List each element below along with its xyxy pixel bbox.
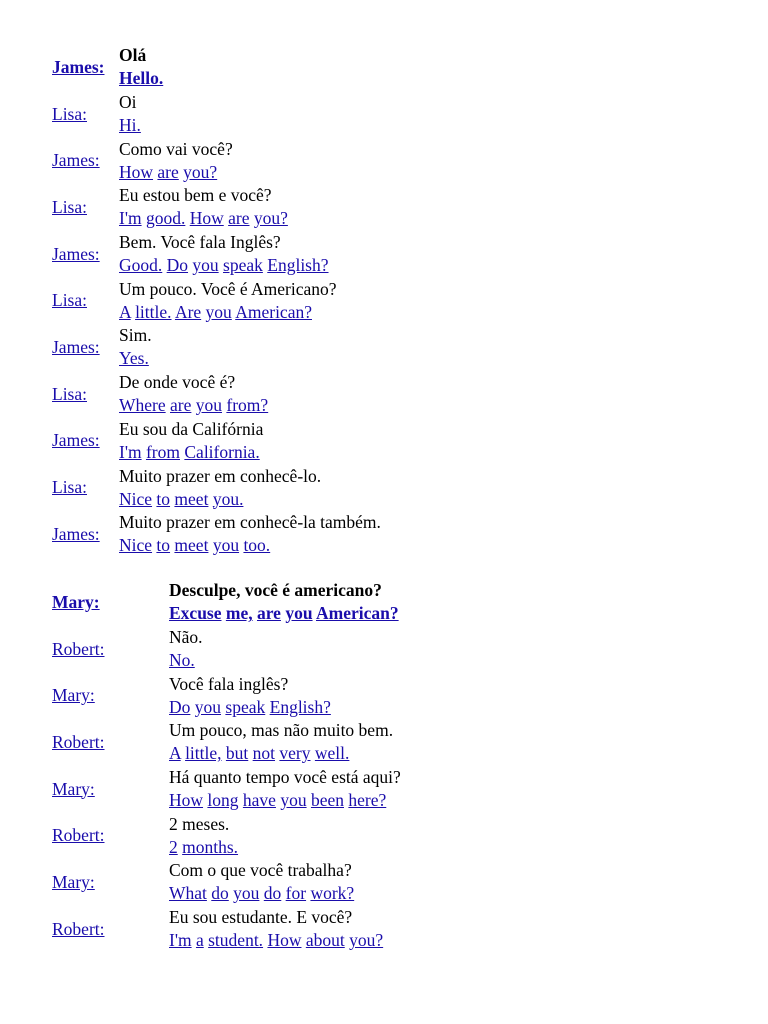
english-translation: [119, 300, 381, 324]
speaker-link[interactable]: Lisa:: [52, 477, 87, 498]
word-link[interactable]: Yes.: [119, 348, 149, 369]
word-link[interactable]: you: [195, 395, 223, 416]
word-link[interactable]: long: [207, 790, 239, 811]
portuguese-text: Oi: [119, 92, 137, 113]
dialogue-mary-robert: [52, 579, 401, 953]
word-link[interactable]: you?: [183, 161, 218, 182]
word-link[interactable]: for: [285, 883, 307, 904]
speaker-cell: [52, 511, 119, 558]
word-link[interactable]: little,: [185, 743, 222, 764]
word-link[interactable]: I'm: [169, 930, 192, 951]
word-link[interactable]: do: [263, 883, 282, 904]
line-text-cell: [169, 626, 401, 673]
word-link[interactable]: I'm: [119, 441, 142, 462]
english-translation: [119, 533, 381, 557]
word-link[interactable]: you?: [349, 930, 384, 951]
word-link[interactable]: speak: [223, 255, 263, 276]
portuguese-text: Muito prazer em conhecê-lo.: [119, 465, 322, 486]
word-link[interactable]: Are: [174, 301, 202, 322]
word-link[interactable]: meet: [174, 488, 209, 509]
dialogue-line: [52, 719, 401, 766]
english-translation: [169, 648, 401, 672]
word-link[interactable]: do: [211, 883, 229, 904]
word-link[interactable]: are: [157, 161, 179, 182]
line-text-cell: [119, 184, 381, 231]
english-translation: [169, 741, 401, 765]
speaker-cell: [52, 464, 119, 511]
word-link[interactable]: months.: [182, 836, 239, 857]
portuguese-text: Desculpe, você é americano?: [169, 580, 382, 601]
dialogue-james-lisa: [52, 44, 381, 558]
line-text-cell: [169, 579, 401, 626]
speaker-cell: [52, 672, 169, 719]
dialogue-line: [52, 672, 401, 719]
dialogue-line: [52, 859, 401, 906]
word-link[interactable]: Do: [169, 696, 191, 717]
portuguese-text: Você fala inglês?: [169, 673, 289, 694]
portuguese-text: Sim.: [119, 325, 152, 346]
word-link[interactable]: from: [145, 441, 180, 462]
word-link[interactable]: American?: [315, 603, 399, 624]
dialogue-line: [52, 277, 381, 324]
speaker-link[interactable]: James:: [52, 336, 100, 357]
portuguese-text: Há quanto tempo você está aqui?: [169, 767, 401, 788]
portuguese-text: Eu sou estudante. E você?: [169, 907, 353, 928]
word-link[interactable]: American?: [235, 301, 312, 322]
speaker-cell: [52, 859, 169, 906]
word-link[interactable]: How: [169, 790, 204, 811]
word-link[interactable]: about: [305, 930, 345, 951]
speaker-cell: [52, 137, 119, 184]
speaker-cell: [52, 579, 169, 626]
speaker-link[interactable]: James:: [52, 56, 105, 77]
line-text-cell: [169, 672, 401, 719]
word-link[interactable]: not: [252, 743, 276, 764]
line-text-cell: [119, 464, 381, 511]
speaker-link[interactable]: Robert:: [52, 918, 105, 939]
line-text-cell: [119, 418, 381, 465]
word-link[interactable]: been: [310, 790, 344, 811]
speaker-link[interactable]: Mary:: [52, 871, 95, 892]
portuguese-text: Um pouco. Você é Americano?: [119, 278, 337, 299]
word-link[interactable]: here?: [348, 790, 387, 811]
speaker-cell: [52, 812, 169, 859]
speaker-link[interactable]: Robert:: [52, 731, 105, 752]
speaker-cell: [52, 231, 119, 278]
line-text-cell: [119, 371, 381, 418]
english-translation: [119, 393, 381, 417]
speaker-cell: [52, 324, 119, 371]
dialogue-line: [52, 91, 381, 138]
dialogue-line: [52, 184, 381, 231]
word-link[interactable]: Do: [166, 255, 189, 276]
word-link[interactable]: have: [242, 790, 276, 811]
word-link[interactable]: work?: [310, 883, 355, 904]
dialogue-line: [52, 626, 401, 673]
word-link[interactable]: English?: [267, 255, 329, 276]
word-link[interactable]: Good.: [119, 255, 163, 276]
portuguese-text: Com o que você trabalha?: [169, 860, 352, 881]
speaker-link[interactable]: Mary:: [52, 778, 95, 799]
word-link[interactable]: you.: [212, 488, 244, 509]
speaker-link[interactable]: Lisa:: [52, 290, 87, 311]
dialogue-body: [52, 579, 401, 953]
english-translation: [169, 695, 401, 719]
speaker-link[interactable]: Lisa:: [52, 196, 87, 217]
speaker-cell: [52, 277, 119, 324]
english-translation: [169, 788, 401, 812]
english-translation: [119, 253, 381, 277]
dialogue-line: [52, 579, 401, 626]
word-link[interactable]: California.: [184, 441, 260, 462]
speaker-cell: [52, 418, 119, 465]
portuguese-text: De onde você é?: [119, 372, 236, 393]
english-translation: [169, 881, 401, 905]
dialogue-line: [52, 906, 401, 953]
word-link[interactable]: you: [194, 696, 222, 717]
portuguese-text: Olá: [119, 45, 147, 66]
speaker-link[interactable]: Robert:: [52, 825, 105, 846]
english-translation: [119, 160, 381, 184]
dialogue-line: [52, 418, 381, 465]
word-link[interactable]: Where: [119, 395, 166, 416]
line-text-cell: [119, 231, 381, 278]
speaker-link[interactable]: Robert:: [52, 638, 105, 659]
line-text-cell: [169, 766, 401, 813]
word-link[interactable]: Excuse: [169, 603, 222, 624]
dialogue-line: [52, 137, 381, 184]
line-text-cell: [119, 137, 381, 184]
line-text-cell: [169, 719, 401, 766]
english-translation: [119, 66, 381, 90]
word-link[interactable]: A: [119, 301, 131, 322]
word-link[interactable]: English?: [269, 696, 331, 717]
speaker-link[interactable]: Mary:: [52, 591, 100, 612]
dialogue-line: [52, 44, 381, 91]
word-link[interactable]: to: [156, 488, 171, 509]
speaker-cell: [52, 91, 119, 138]
word-link[interactable]: 2: [169, 836, 178, 857]
word-link[interactable]: Hello.: [119, 68, 164, 89]
word-link[interactable]: too.: [243, 535, 271, 556]
word-link[interactable]: you: [280, 790, 307, 811]
portuguese-text: Como vai você?: [119, 138, 233, 159]
word-link[interactable]: student.: [208, 930, 264, 951]
line-text-cell: [169, 812, 401, 859]
speaker-cell: [52, 44, 119, 91]
word-link[interactable]: Nice: [119, 535, 153, 556]
portuguese-text: Eu estou bem e você?: [119, 185, 272, 206]
speaker-link[interactable]: Lisa:: [52, 103, 87, 124]
line-text-cell: [119, 277, 381, 324]
word-link[interactable]: good.: [145, 208, 186, 229]
word-link[interactable]: How: [267, 930, 302, 951]
line-text-cell: [169, 859, 401, 906]
word-link[interactable]: What: [169, 883, 207, 904]
speaker-cell: [52, 371, 119, 418]
line-text-cell: [119, 511, 381, 558]
word-link[interactable]: very: [279, 743, 311, 764]
word-link[interactable]: me,: [225, 603, 253, 624]
dialogue-line: [52, 231, 381, 278]
word-link[interactable]: speak: [225, 696, 266, 717]
word-link[interactable]: meet: [174, 535, 209, 556]
speaker-link[interactable]: James:: [52, 243, 100, 264]
speaker-cell: [52, 184, 119, 231]
dialogue-line: [52, 371, 381, 418]
word-link[interactable]: you: [233, 883, 260, 904]
portuguese-text: Eu sou da Califórnia: [119, 418, 264, 439]
speaker-link[interactable]: Lisa:: [52, 383, 87, 404]
dialogue-line: [52, 511, 381, 558]
word-link[interactable]: but: [225, 743, 249, 764]
line-text-cell: [119, 44, 381, 91]
portuguese-text: Não.: [169, 627, 203, 648]
line-text-cell: [169, 906, 401, 953]
speaker-link[interactable]: James:: [52, 430, 100, 451]
word-link[interactable]: to: [156, 535, 171, 556]
word-link[interactable]: well.: [314, 743, 350, 764]
word-link[interactable]: are: [256, 603, 281, 624]
word-link[interactable]: How: [119, 161, 154, 182]
word-link[interactable]: you: [192, 255, 219, 276]
english-translation: [119, 113, 381, 137]
speaker-cell: [52, 626, 169, 673]
portuguese-text: Um pouco, mas não muito bem.: [169, 720, 394, 741]
portuguese-text: Muito prazer em conhecê-la também.: [119, 512, 381, 533]
word-link[interactable]: Nice: [119, 488, 153, 509]
word-link[interactable]: I'm: [119, 208, 142, 229]
speaker-cell: [52, 719, 169, 766]
english-translation: [169, 928, 401, 952]
word-link[interactable]: Hi.: [119, 115, 141, 136]
speaker-link[interactable]: James:: [52, 150, 100, 171]
english-translation: [119, 206, 381, 230]
speaker-link[interactable]: James:: [52, 523, 100, 544]
english-translation: [169, 601, 401, 625]
english-translation: [119, 487, 381, 511]
speaker-cell: [52, 766, 169, 813]
word-link[interactable]: you: [285, 603, 313, 624]
speaker-cell: [52, 906, 169, 953]
word-link[interactable]: How: [189, 208, 224, 229]
word-link[interactable]: you: [205, 301, 232, 322]
english-translation: [119, 440, 381, 464]
dialogue-line: [52, 766, 401, 813]
word-link[interactable]: you: [212, 535, 240, 556]
english-translation: [169, 835, 401, 859]
word-link[interactable]: A: [169, 743, 181, 764]
dialogue-line: [52, 812, 401, 859]
word-link[interactable]: you?: [253, 208, 288, 229]
word-link[interactable]: from?: [226, 395, 269, 416]
speaker-link[interactable]: Mary:: [52, 685, 95, 706]
portuguese-text: Bem. Você fala Inglês?: [119, 232, 281, 253]
portuguese-text: 2 meses.: [169, 813, 230, 834]
dialogue-line: [52, 464, 381, 511]
word-link[interactable]: are: [170, 395, 192, 416]
word-link[interactable]: No.: [169, 650, 195, 671]
dialogue-line: [52, 324, 381, 371]
line-text-cell: [119, 91, 381, 138]
dialogue-body: [52, 44, 381, 558]
word-link[interactable]: a: [195, 930, 204, 951]
word-link[interactable]: are: [228, 208, 250, 229]
word-link[interactable]: little.: [135, 301, 172, 322]
english-translation: [119, 346, 381, 370]
line-text-cell: [119, 324, 381, 371]
